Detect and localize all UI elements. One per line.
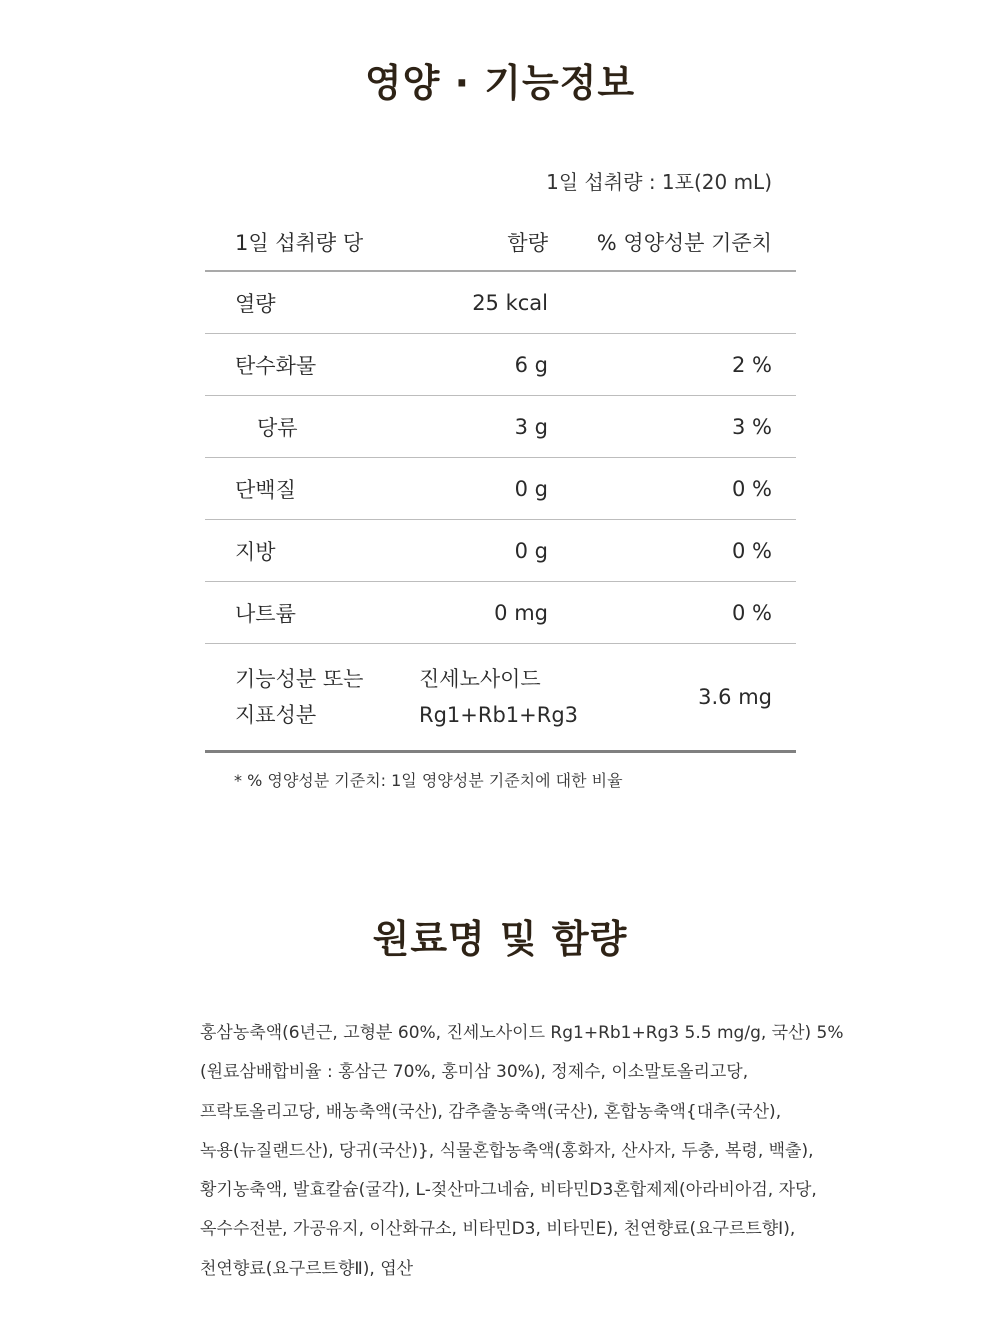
functional-label-line1: 기능성분 또는 xyxy=(235,667,364,691)
nutrient-amount: 3 g xyxy=(514,414,548,439)
header-amount: 함량 xyxy=(507,231,548,255)
nutrient-percent: 0 % xyxy=(732,600,772,625)
table-header xyxy=(205,214,796,272)
functional-component xyxy=(419,644,578,750)
ingredients-title: 원료명 및 함량 xyxy=(372,917,628,961)
functional-label xyxy=(235,644,363,750)
nutrient-amount: 0 mg xyxy=(494,600,548,625)
ingredients-line: 홍삼농축액(6년근, 고형분 60%, 진세노사이드 Rg1+Rb1+Rg3 5.5 mg/g, 국산) 5% xyxy=(200,1023,844,1043)
nutrient-name: 지방 xyxy=(235,539,276,564)
nutrient-name: 탄수화물 xyxy=(235,353,317,378)
nutrient-percent: 2 % xyxy=(732,352,772,377)
functional-component-row xyxy=(205,644,796,753)
nutrient-name: 당류 xyxy=(257,415,298,440)
nutrient-amount: 6 g xyxy=(514,352,548,377)
functional-component-line1: 진세노사이드 xyxy=(419,667,541,691)
table-row xyxy=(205,582,796,644)
functional-value: 3.6 mg xyxy=(698,685,772,709)
ingredients-line: 황기농축액, 발효칼슘(굴각), L-젖산마그네슘, 비타민D3혼합제제(아라비아검, 자당, xyxy=(200,1180,817,1201)
footnote: * % 영양성분 기준치: 1일 영양성분 기준치에 대한 비율 xyxy=(234,771,623,790)
ingredients-line: 천연향료(요구르트향Ⅱ), 엽산 xyxy=(200,1258,414,1279)
table-row xyxy=(205,396,796,458)
header-per-serving: 1일 섭취량 당 xyxy=(235,231,364,255)
ingredients-line: (원료삼배합비율 : 홍삼근 70%, 홍미삼 30%), 정제수, 이소말토올리고당, xyxy=(200,1062,749,1083)
nutrient-name: 나트륨 xyxy=(235,601,296,626)
nutrient-name: 열량 xyxy=(235,291,276,316)
ingredients-line: 녹용(뉴질랜드산), 당귀(국산)}, 식물혼합농축액(홍화자, 산사자, 두충, 복령, 백출), xyxy=(200,1140,814,1161)
nutrient-amount: 25 kcal xyxy=(472,290,548,315)
table-row xyxy=(205,334,796,396)
nutrition-table xyxy=(205,214,796,753)
serving-size: 1일 섭취량 : 1포(20 mL) xyxy=(546,170,772,194)
nutrient-amount: 0 g xyxy=(514,538,548,563)
functional-component-line2: Rg1+Rb1+Rg3 xyxy=(419,703,579,727)
nutrient-percent: 3 % xyxy=(732,414,772,439)
nutrition-title: 영양 · 기능정보 xyxy=(364,61,636,105)
table-row xyxy=(205,520,796,582)
ingredients-line: 프락토올리고당, 배농축액(국산), 감추출농축액(국산), 혼합농축액{대추(국산), xyxy=(200,1101,782,1122)
ingredients-line: 옥수수전분, 가공유지, 이산화규소, 비타민D3, 비타민E), 천연향료(요구르트향Ⅰ), xyxy=(200,1219,796,1240)
nutrient-amount: 0 g xyxy=(514,476,548,501)
functional-label-line2: 지표성분 xyxy=(235,703,317,727)
table-row xyxy=(205,458,796,520)
header-daily-value: % 영양성분 기준치 xyxy=(596,231,772,255)
nutrient-percent: 0 % xyxy=(732,476,772,501)
nutrient-name: 단백질 xyxy=(235,477,296,502)
table-row xyxy=(205,272,796,334)
nutrient-percent: 0 % xyxy=(732,538,772,563)
ingredients-list xyxy=(200,1014,844,1289)
